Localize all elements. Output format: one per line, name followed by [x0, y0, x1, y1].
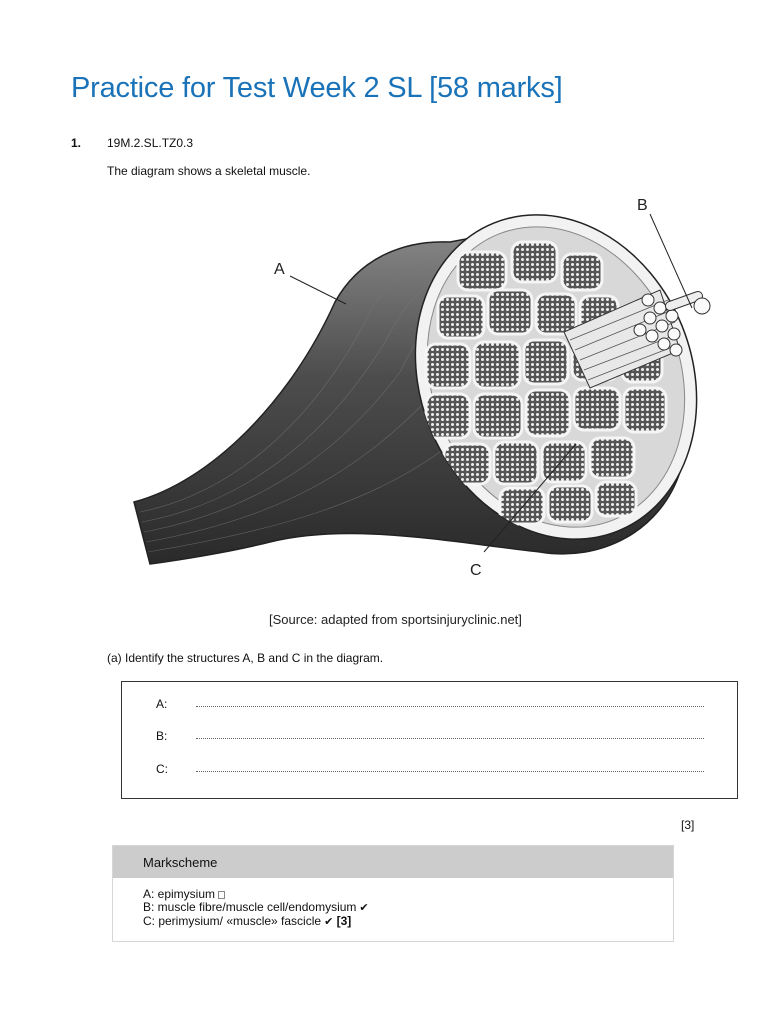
question-number: 1. — [71, 136, 82, 150]
answer-label: A: — [156, 697, 168, 711]
markscheme-line — [143, 915, 673, 929]
label-b: B — [637, 197, 648, 214]
label-a: A — [274, 261, 285, 278]
answer-row-a — [156, 697, 704, 711]
markscheme-text: C: perimysium/ «muscle» fascicle — [143, 914, 322, 928]
markscheme-text: A: epimysium — [143, 887, 216, 901]
markscheme-line — [143, 901, 673, 915]
skeletal-muscle-diagram — [120, 192, 720, 587]
answer-label: C: — [156, 762, 168, 776]
label-c: C — [470, 562, 482, 579]
markscheme-text: B: muscle fibre/muscle cell/endomysium — [143, 900, 357, 914]
tick-icon: ✔ — [359, 902, 369, 914]
empty-box-icon — [218, 891, 225, 899]
label-a-leader — [290, 276, 346, 304]
markscheme-body — [113, 878, 673, 929]
answer-line[interactable] — [196, 705, 704, 707]
answer-line[interactable] — [196, 737, 704, 739]
answer-label: B: — [156, 729, 168, 743]
question-intro: The diagram shows a skeletal muscle. — [107, 164, 311, 178]
diagram-source: [Source: adapted from sportsinjuryclinic.net] — [269, 612, 522, 627]
answer-box — [121, 681, 738, 799]
answer-line[interactable] — [196, 770, 704, 772]
answer-row-b — [156, 729, 704, 743]
markscheme-header: Markscheme — [113, 846, 673, 878]
question-marks: [3] — [681, 818, 695, 832]
markscheme-box — [112, 845, 674, 942]
markscheme-marks: [3] — [336, 914, 352, 928]
question-part-a: (a) Identify the structures A, B and C in the diagram. — [107, 651, 384, 665]
answer-row-c — [156, 762, 704, 776]
tick-icon: ✔ — [324, 916, 334, 928]
question-code: 19M.2.SL.TZ0.3 — [107, 136, 194, 150]
page-title: Practice for Test Week 2 SL [58 marks] — [71, 72, 563, 104]
